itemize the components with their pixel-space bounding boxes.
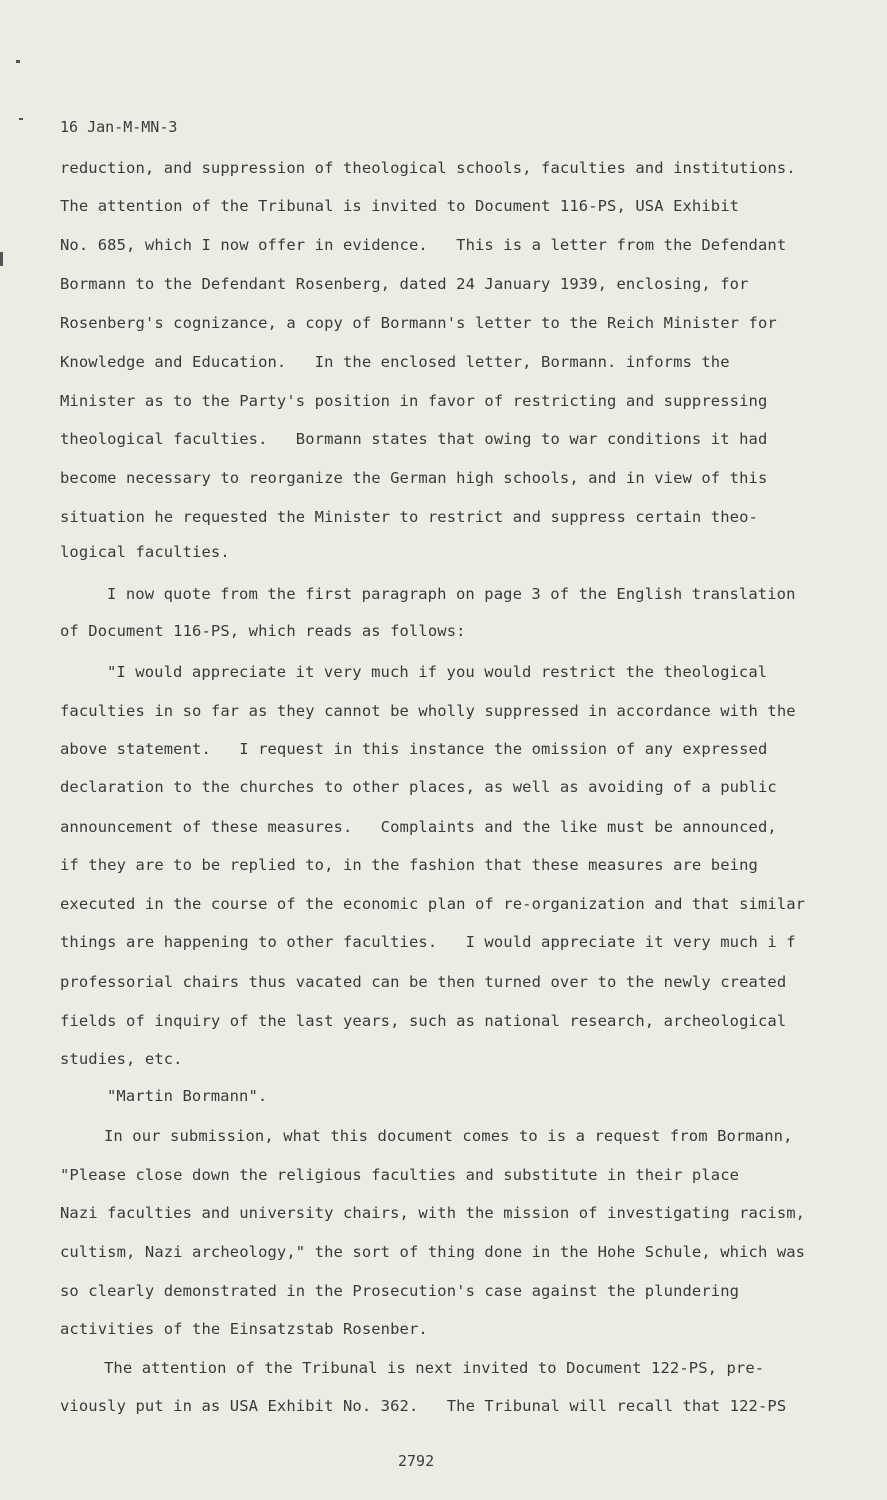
text-line: become necessary to reorganize the German high schools, and in view of this bbox=[60, 469, 768, 487]
text-line: Bormann to the Defendant Rosenberg, dated 24 January 1939, enclosing, for bbox=[60, 275, 749, 293]
margin-mark bbox=[16, 60, 20, 63]
text-line: theological faculties. Bormann states that owing to war conditions it had bbox=[60, 430, 768, 448]
text-line: "Martin Bormann". bbox=[107, 1087, 268, 1105]
text-line: of Document 116-PS, which reads as follows: bbox=[60, 622, 466, 640]
text-line: In our submission, what this document comes to is a request from Bormann, bbox=[104, 1127, 793, 1145]
text-line: situation he requested the Minister to restrict and suppress certain theo- bbox=[60, 508, 758, 526]
text-line: reduction, and suppression of theological schools, faculties and institutions. bbox=[60, 159, 796, 177]
text-line: Minister as to the Party's position in favor of restricting and suppressing bbox=[60, 392, 768, 410]
text-line: Knowledge and Education. In the enclosed letter, Bormann. informs the bbox=[60, 353, 730, 371]
text-line: above statement. I request in this instance the omission of any expressed bbox=[60, 740, 768, 758]
text-line: "Please close down the religious faculties and substitute in their place bbox=[60, 1166, 740, 1184]
text-line: The attention of the Tribunal is invited to Document 116-PS, USA Exhibit bbox=[60, 197, 740, 215]
text-line: studies, etc. bbox=[60, 1050, 183, 1068]
text-line: Rosenberg's cognizance, a copy of Bormann's letter to the Reich Minister for bbox=[60, 314, 777, 332]
text-line: The attention of the Tribunal is next invited to Document 122-PS, pre- bbox=[104, 1359, 765, 1377]
text-line: announcement of these measures. Complaints and the like must be announced, bbox=[60, 818, 777, 836]
text-line: No. 685, which I now offer in evidence. This is a letter from the Defendant bbox=[60, 236, 787, 254]
text-line: things are happening to other faculties. I would appreciate it very much i f bbox=[60, 933, 796, 951]
text-line: executed in the course of the economic plan of re-organization and that similar bbox=[60, 895, 806, 913]
text-line: cultism, Nazi archeology," the sort of thing done in the Hohe Schule, which was bbox=[60, 1243, 806, 1261]
document-reference: 16 Jan-M-MN-3 bbox=[60, 118, 178, 136]
text-line: declaration to the churches to other places, as well as avoiding of a public bbox=[60, 778, 777, 796]
text-line: faculties in so far as they cannot be wholly suppressed in accordance with the bbox=[60, 702, 796, 720]
text-line: logical faculties. bbox=[60, 543, 230, 561]
text-line: fields of inquiry of the last years, such as national research, archeological bbox=[60, 1012, 787, 1030]
page-number: 2792 bbox=[398, 1452, 435, 1470]
text-line: so clearly demonstrated in the Prosecution's case against the plundering bbox=[60, 1282, 740, 1300]
text-line: activities of the Einsatzstab Rosenber. bbox=[60, 1320, 428, 1338]
text-line: "I would appreciate it very much if you would restrict the theological bbox=[107, 663, 768, 681]
text-line: I now quote from the first paragraph on page 3 of the English translation bbox=[107, 585, 796, 603]
text-line: viously put in as USA Exhibit No. 362. The Tribunal will recall that 122-PS bbox=[60, 1397, 787, 1415]
text-line: Nazi faculties and university chairs, with the mission of investigating racism, bbox=[60, 1204, 806, 1222]
text-line: if they are to be replied to, in the fashion that these measures are being bbox=[60, 856, 758, 874]
margin-mark bbox=[19, 118, 23, 120]
margin-mark bbox=[0, 252, 3, 266]
text-line: professorial chairs thus vacated can be then turned over to the newly created bbox=[60, 973, 787, 991]
